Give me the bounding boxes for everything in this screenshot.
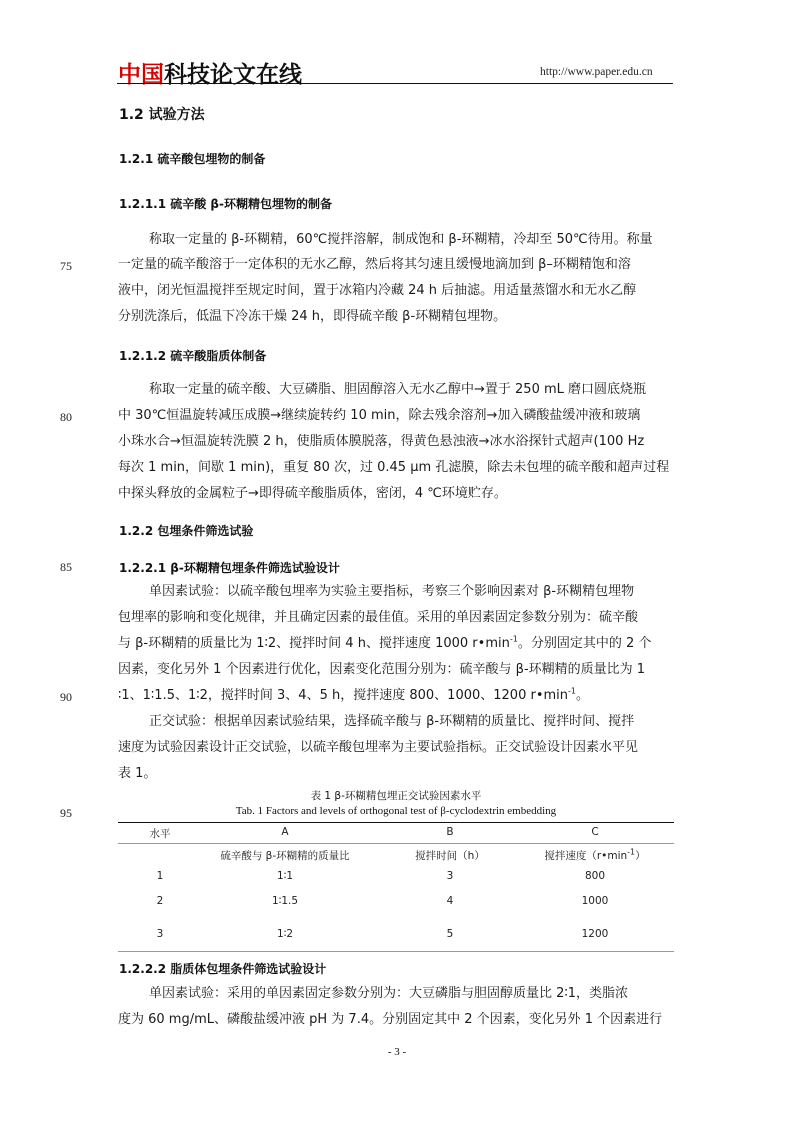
table-cell: 1000 — [581, 895, 609, 907]
table-cell: 1∶1.5 — [271, 895, 299, 907]
table-header-cell: C — [591, 826, 599, 838]
table-top-rule — [118, 822, 674, 823]
paragraph-line: 正交试验：根据单因素试验结果，选择硫辛酸与 β-环糊精的质量比、搅拌时间、搅拌 — [149, 714, 635, 729]
paragraph-line: 中探头释放的金属粒子→即得硫辛酸脂质体，密闭，4 ℃环境贮存。 — [118, 486, 507, 501]
paragraph-line: 表 1。 — [118, 766, 157, 781]
header-url: http://www.paper.edu.cn — [540, 66, 653, 78]
header-rule — [117, 83, 673, 84]
paragraph-line: 包埋率的影响和变化规律，并且确定因素的最佳值。采用的单因素固定参数分别为：硫辛酸 — [118, 610, 639, 625]
table-header-cell: A — [281, 826, 289, 838]
table-subheader-cell — [520, 848, 670, 863]
table-subheader-cell: 搅拌时间（h） — [415, 850, 485, 862]
page-number: - 3 - — [387, 1046, 407, 1058]
paragraph-line: 称取一定量的 β-环糊精，60℃搅拌溶解，制成饱和 β-环糊精，冷却至 50℃待用。称量 — [149, 232, 653, 247]
table-cell: 1200 — [581, 928, 609, 940]
table-cell: 3 — [156, 928, 164, 940]
line-number: 85 — [60, 560, 72, 574]
paragraph-line: 中 30℃恒温旋转减压成膜→继续旋转约 10 min，除去残余溶剂→加入磷酸盐缓冲液和玻璃 — [118, 408, 641, 423]
paragraph-text: 。 — [575, 688, 589, 703]
heading-1-2-2-1: 1.2.2.1 β-环糊精包埋条件筛选试验设计 — [119, 561, 340, 575]
subheader-text: 搅拌速度（r•min — [544, 850, 628, 862]
paragraph-line: 度为 60 mg/mL、磷酸盐缓冲液 pH 为 7.4。分别固定其中 2 个因素，变化另外 1 个因素进行 — [118, 1012, 663, 1027]
table-header-rule — [118, 843, 674, 844]
logo-black-text: 科技论文在线 — [164, 62, 302, 88]
superscript: -1 — [627, 847, 636, 857]
paragraph-text: 。分别固定其中的 2 个 — [517, 636, 652, 651]
table-cell: 4 — [446, 895, 454, 907]
superscript: -1 — [509, 634, 518, 644]
paragraph-line: 分别洗涤后，低温下冷冻干燥 24 h，即得硫辛酸 β-环糊精包埋物。 — [118, 309, 507, 324]
subheader-text: ） — [635, 850, 646, 862]
heading-1-2-1: 1.2.1 硫辛酸包埋物的制备 — [119, 152, 266, 166]
heading-1-2-2-2: 1.2.2.2 脂质体包埋条件筛选试验设计 — [119, 962, 327, 976]
table-caption-cn: 表 1 β-环糊精包埋正交试验因素水平 — [310, 790, 482, 802]
paragraph-line: 液中，闭光恒温搅拌至规定时间，置于冰箱内冷藏 24 h 后抽滤。用适量蒸馏水和无水乙醇 — [118, 283, 637, 298]
table-cell: 1∶1 — [276, 870, 294, 882]
paragraph-line: 单因素试验：采用的单因素固定参数分别为：大豆磷脂与胆固醇质量比 2∶1，类脂浓 — [149, 986, 629, 1001]
heading-1-2-1-2: 1.2.1.2 硫辛酸脂质体制备 — [119, 349, 267, 363]
paragraph-line: 称取一定量的硫辛酸、大豆磷脂、胆固醇溶入无水乙醇中→置于 250 mL 磨口圆底烧瓶 — [149, 382, 647, 397]
table-subheader-cell: 硫辛酸与 β-环糊精的质量比 — [220, 850, 350, 862]
journal-logo — [118, 56, 302, 89]
line-number: 75 — [60, 259, 72, 273]
superscript: -1 — [568, 686, 576, 696]
heading-1-2-1-1: 1.2.1.1 硫辛酸 β-环糊精包埋物的制备 — [119, 197, 333, 211]
logo-red-text: 中国 — [118, 62, 164, 88]
line-number: 80 — [60, 410, 72, 424]
heading-1-2: 1.2 试验方法 — [119, 107, 205, 123]
table-bottom-rule — [118, 951, 674, 952]
table-cell: 3 — [446, 870, 454, 882]
paragraph-line — [118, 634, 652, 651]
table-cell: 2 — [156, 895, 164, 907]
line-number: 90 — [60, 690, 72, 704]
table-cell: 1 — [156, 870, 164, 882]
table-header-cell: 水平 — [149, 828, 171, 840]
paragraph-line: 速度为试验因素设计正交试验，以硫辛酸包埋率为主要试验指标。正交试验设计因素水平见 — [118, 740, 639, 755]
paragraph-text: ∶1、1∶1.5、1∶2，搅拌时间 3、4、5 h，搅拌速度 800、1000、1200 r•min — [118, 688, 568, 703]
table-header-cell: B — [446, 826, 454, 838]
paragraph-line: 小珠水合→恒温旋转洗膜 2 h，使脂质体膜脱落，得黄色悬浊液→冰水浴探针式超声(100 Hz — [118, 434, 645, 449]
paragraph-line: 因素，变化另外 1 个因素进行优化，因素变化范围分别为：硫辛酸与 β-环糊精的质量比为 1 — [118, 662, 646, 677]
line-number: 95 — [60, 806, 72, 820]
table-cell: 5 — [446, 928, 454, 940]
paragraph-line: 单因素试验：以硫辛酸包埋率为实验主要指标，考察三个影响因素对 β-环糊精包埋物 — [149, 584, 635, 599]
table-caption-en: Tab. 1 Factors and levels of orthogonal test of β-cyclodextrin embedding — [235, 805, 557, 817]
paragraph-line — [118, 686, 589, 703]
table-cell: 800 — [584, 870, 606, 882]
table-cell: 1∶2 — [276, 928, 294, 940]
paragraph-text: 与 β-环糊精的质量比为 1∶2、搅拌时间 4 h、搅拌速度 1000 r•min — [118, 636, 510, 651]
paragraph-line: 一定量的硫辛酸溶于一定体积的无水乙醇，然后将其匀速且缓慢地滴加到 β–环糊精饱和溶 — [118, 257, 631, 272]
heading-1-2-2: 1.2.2 包埋条件筛选试验 — [119, 524, 254, 538]
paragraph-line: 每次 1 min，间歇 1 min)，重复 80 次，过 0.45 μm 孔滤膜，除去未包埋的硫辛酸和超声过程 — [118, 460, 670, 475]
